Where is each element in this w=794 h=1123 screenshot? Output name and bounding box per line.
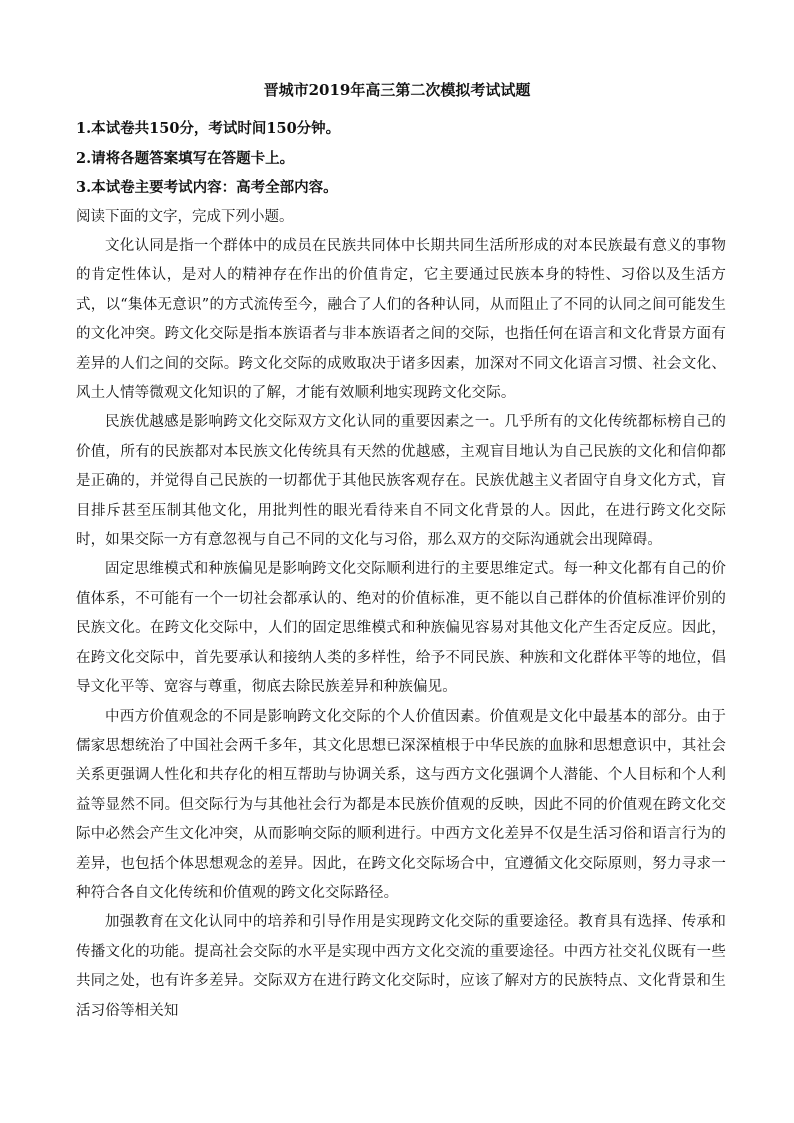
page-title: 晋城市2019年高三第二次模拟考试试题 bbox=[263, 81, 531, 99]
passage-paragraph-5: 加强教育在文化认同中的培养和引导作用是实现跨文化交际的重要途径。教育具有选择、传承和传播文化的功能。提高社会交际的水平是实现中西方文化交流的重要途径。中西方社交礼仪既有一些共同之处，也有许多差异。交际双方在进行跨文化交际时，应该了解对方的民族特点、文化背景和生活习俗等相关知 bbox=[76, 914, 726, 1019]
passage-paragraph-1: 文化认同是指一个群体中的成员在民族共同体中长期共同生活所形成的对本民族最有意义的事物的肯定性体认，是对人的精神存在作出的价值肯定，它主要通过民族本身的特性、习俗以及生活方式，以“集体无意识”的方式流传至今，融合了人们的各种认同，从而阻止了不同的认同之间可能发生的文化冲突。跨文化交际是指本族语者与非本族语者之间的交际，也指任何在语言和文化背景方面有差异的人们之间的交际。跨文化交际的成败取决于诸多因素，加深对不同文化语言习惯、社会文化、风土人情等微观文化知识的了解，才能有效顺利地实现跨文化交际。 bbox=[76, 238, 726, 402]
instruction-item-3: 3.本试卷主要考试内容：高考全部内容。 bbox=[76, 179, 338, 196]
instruction-item-1: 1.本试卷共150分，考试时间150分钟。 bbox=[76, 120, 341, 137]
passage-paragraph-4: 中西方价值观念的不同是影响跨文化交际的个人价值因素。价值观是文化中最基本的部分。由于儒家思想统治了中国社会两千多年，其文化思想已深深植根于中华民族的血脉和思想意识中，其社会关系更强调人性化和共存化的相互帮助与协调关系，这与西方文化强调个人潜能、个人目标和个人利益等显然不同。但交际行为与其他社会行为都是本民族价值观的反映，因此不同的价值观在跨文化交际中必然会产生文化冲突，从而影响交际的顺利进行。中西方文化差异不仅是生活习俗和语言行为的差异，也包括个体思想观念的差异。因此，在跨文化交际场合中，宜遵循文化交际原则，努力寻求一种符合各自文化传统和价值观的跨文化交际路径。 bbox=[76, 708, 726, 901]
passage-paragraph-3: 固定思维模式和种族偏见是影响跨文化交际顺利进行的主要思维定式。每一种文化都有自己的价值体系，不可能有一个一切社会都承认的、绝对的价值标准，更不能以自己群体的价值标准评价别的民族文化。在跨文化交际中，人们的固定思维模式和种族偏见容易对其他文化产生否定反应。因此，在跨文化交际中，首先要承认和接纳人类的多样性，给予不同民族、种族和文化群体平等的地位，倡导文化平等、宽容与尊重，彻底去除民族差异和种族偏见。 bbox=[76, 561, 726, 696]
instruction-item-2: 2.请将各题答案填写在答题卡上。 bbox=[76, 149, 295, 167]
passage-paragraph-2: 民族优越感是影响跨文化交际双方文化认同的重要因素之一。几乎所有的文化传统都标榜自己的价值，所有的民族都对本民族文化传统具有天然的优越感，主观盲目地认为自己民族的文化和信仰都是正确的，并觉得自己民族的一切都优于其他民族客观存在。民族优越主义者固守自身文化方式，盲目排斥甚至压制其他文化，用批判性的眼光看待来自不同文化背景的人。因此，在进行跨文化交际时，如果交际一方有意忽视与自己不同的文化与习俗，那么双方的交际沟通就会出现障碍。 bbox=[76, 414, 726, 549]
reading-passage bbox=[76, 232, 726, 1026]
reading-prompt: 阅读下面的文字，完成下列小题。 bbox=[76, 208, 294, 225]
exam-instructions bbox=[76, 114, 726, 232]
